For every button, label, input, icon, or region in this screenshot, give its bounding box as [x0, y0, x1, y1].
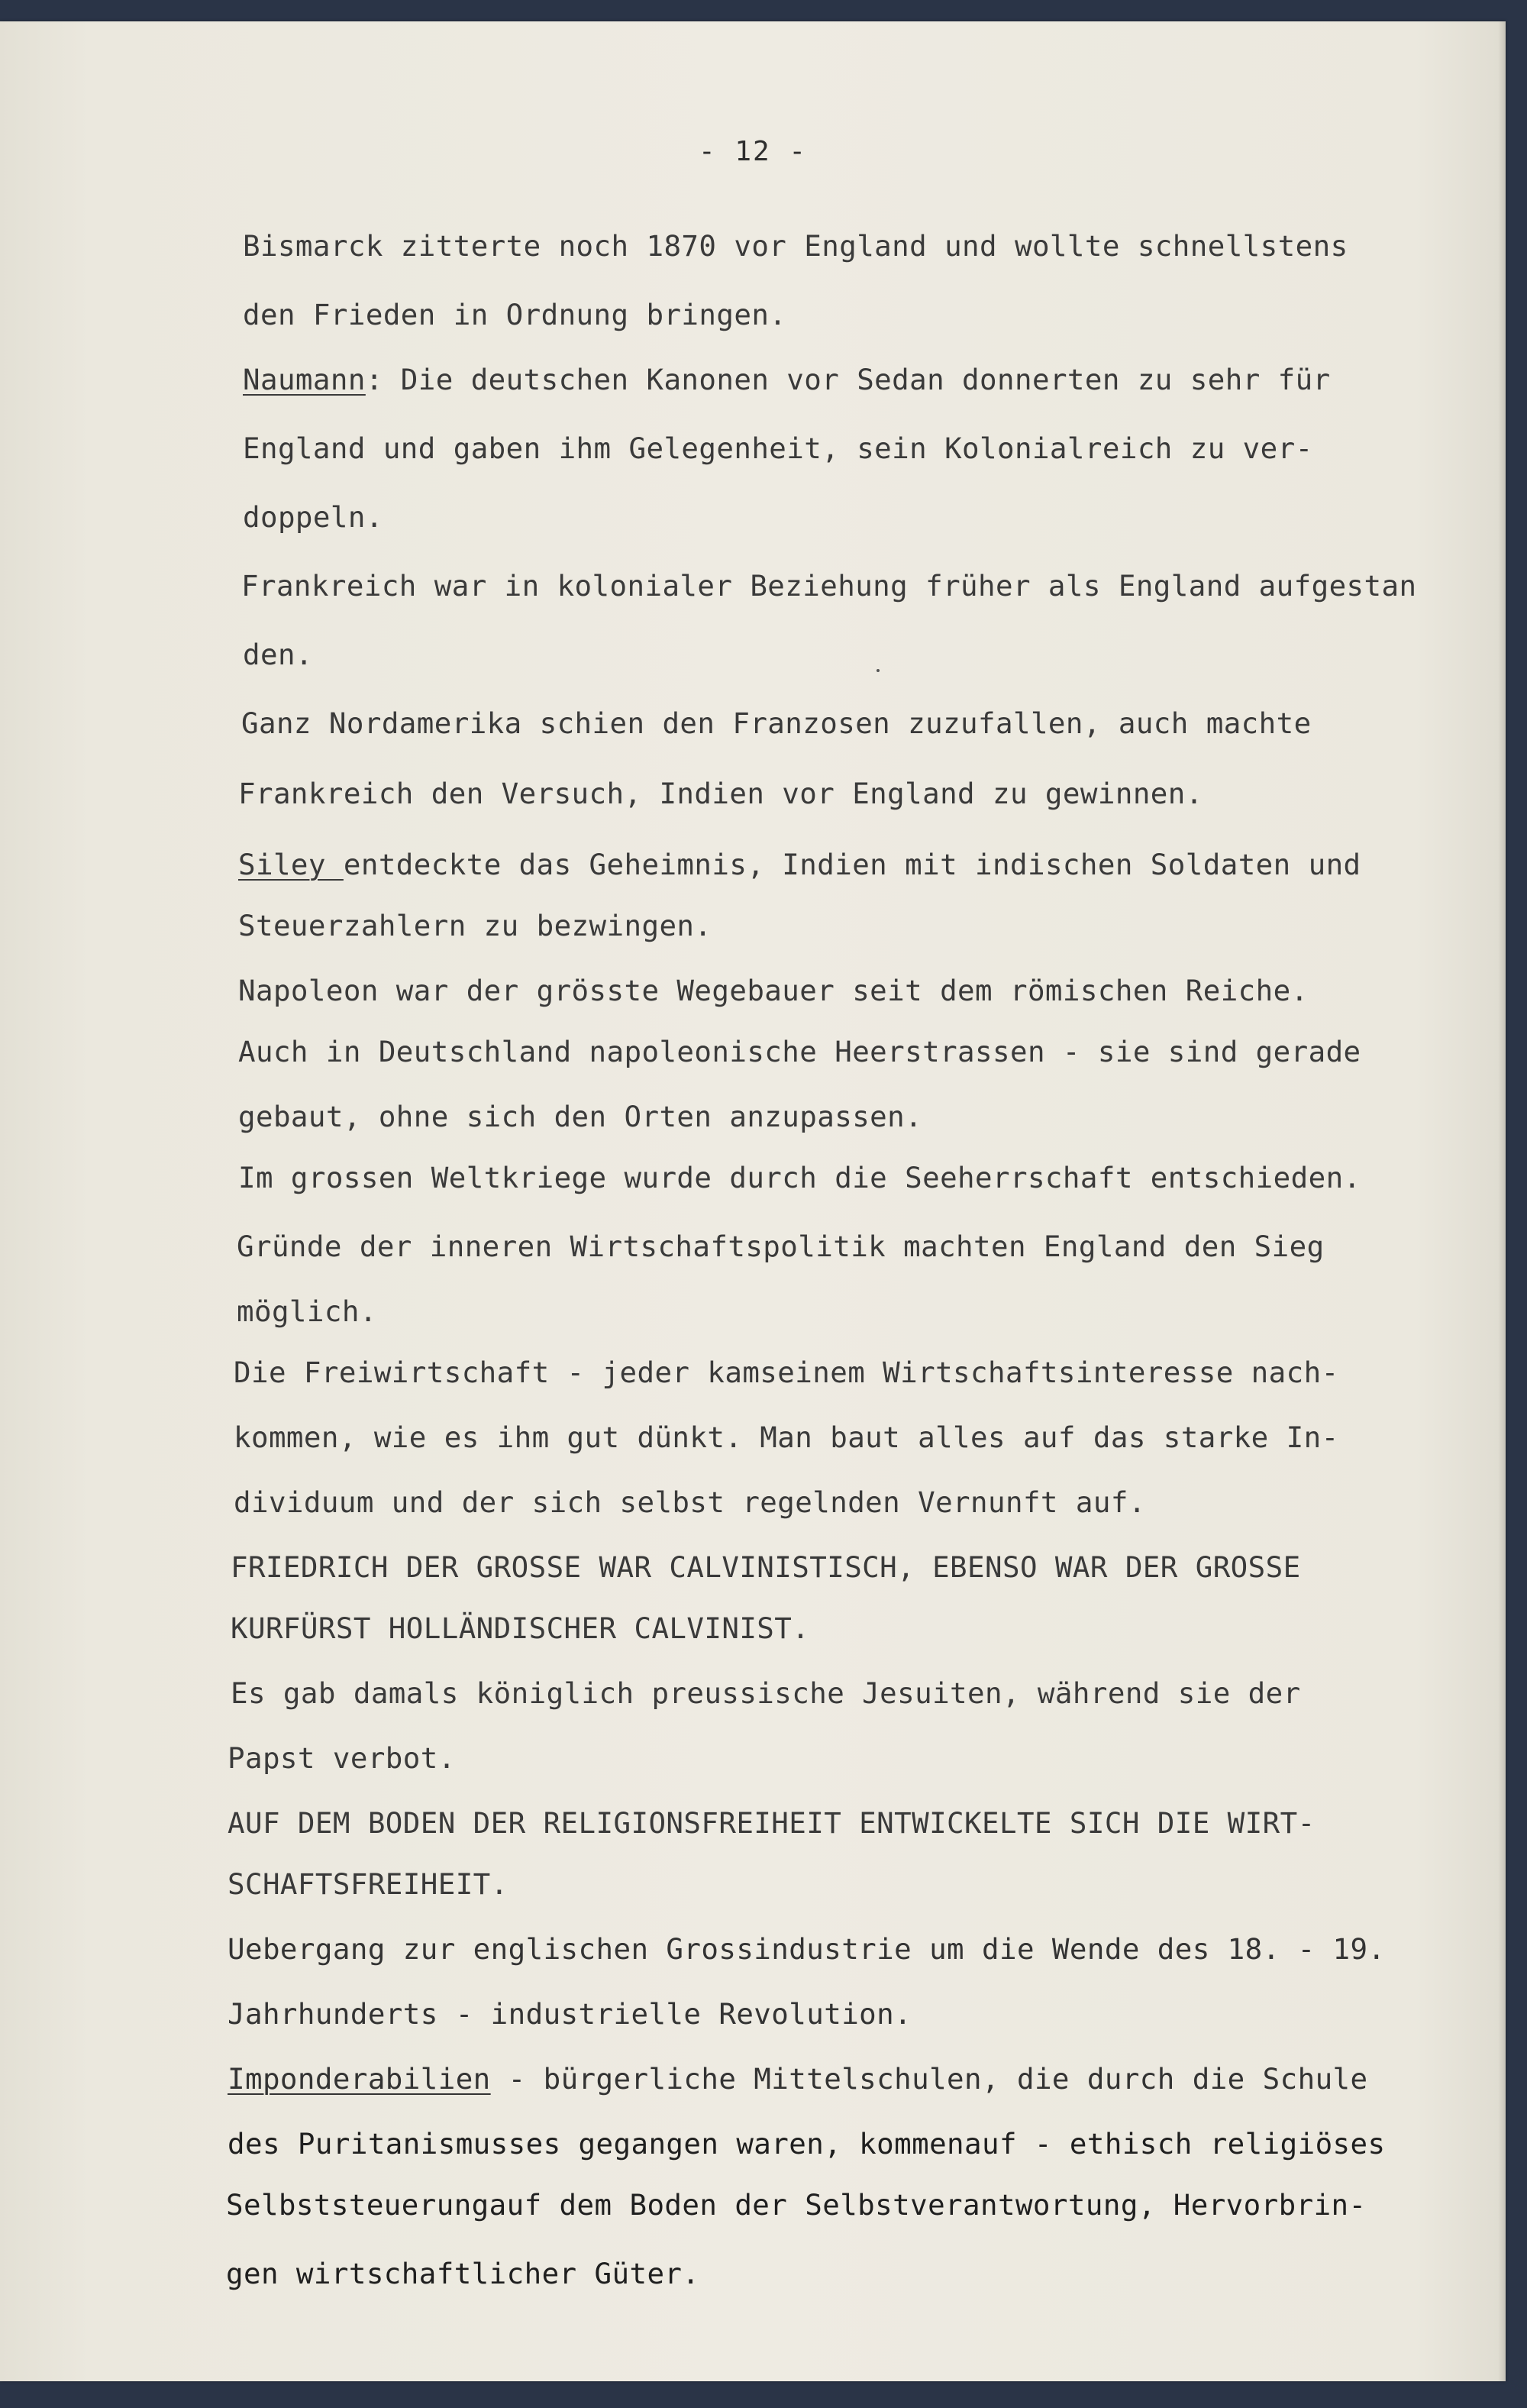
text-segment: den Frieden in Ordnung bringen. [243, 298, 787, 331]
text-segment: England und gaben ihm Gelegenheit, sein Kolonialreich zu ver- [243, 432, 1313, 465]
text-line [243, 638, 313, 671]
text-segment: entdeckte das Geheimnis, Indien mit indischen Soldaten und [343, 848, 1361, 881]
text-segment: kommen, wie es ihm gut dünkt. Man baut alles auf das starke In- [234, 1421, 1339, 1454]
text-line [228, 1867, 508, 1901]
text-line [228, 1806, 1316, 1840]
text-segment: - bürgerliche Mittelschulen, die durch die Schule [490, 2062, 1368, 2096]
text-segment: FRIEDRICH DER GROSSE WAR CALVINISTISCH, EBENSO WAR DER GROSSE [231, 1550, 1301, 1584]
text-line [234, 1356, 1339, 1389]
text-segment: möglich. [237, 1295, 377, 1328]
text-line [231, 1676, 1301, 1710]
text-line [241, 706, 1312, 740]
text-segment: Frankreich war in kolonialer Beziehung früher als England aufgestan [241, 569, 1417, 603]
text-line [237, 1230, 1325, 1263]
text-segment: Im grossen Weltkriege wurde durch die Seeherrschaft entschieden. [238, 1161, 1361, 1194]
text-segment: Auch in Deutschland napoleonische Heerstrassen - sie sind gerade [238, 1035, 1361, 1068]
text-segment: Frankreich den Versuch, Indien vor England zu gewinnen. [238, 777, 1203, 810]
text-line [238, 848, 1361, 881]
text-segment: Bismarck zitterte noch 1870 vor England und wollte schnellstens [243, 229, 1348, 263]
text-line [243, 229, 1348, 263]
text-segment: Ganz Nordamerika schien den Franzosen zuzufallen, auch machte [241, 706, 1312, 740]
text-segment: gen wirtschaftlicher Güter. [226, 2257, 700, 2290]
page-number: - 12 - [698, 136, 808, 167]
text-segment: dividuum und der sich selbst regelnden Vernunft auf. [234, 1485, 1146, 1519]
text-line [228, 1997, 912, 2031]
text-segment: den. [243, 638, 313, 671]
text-segment: KURFÜRST HOLLÄNDISCHER CALVINIST. [231, 1611, 810, 1645]
text-line [243, 363, 1331, 396]
text-segment: Es gab damals königlich preussische Jesuiten, während sie der [231, 1676, 1301, 1710]
text-line [243, 432, 1313, 465]
text-segment: Papst verbot. [228, 1741, 456, 1775]
text-line [238, 1161, 1361, 1194]
text-segment: des Puritanismusses gegangen waren, kommenauf - ethisch religiöses [228, 2127, 1386, 2161]
text-line [241, 569, 1416, 603]
text-segment: Jahrhunderts - industrielle Revolution. [228, 1997, 912, 2031]
paper-speck [876, 669, 880, 672]
text-line [238, 1100, 922, 1133]
text-segment: Selbststeuerungauf dem Boden der Selbstverantwortung, Hervorbrin- [226, 2188, 1367, 2222]
text-line [237, 1295, 377, 1328]
text-line [231, 1550, 1301, 1584]
text-segment: doppeln. [243, 500, 383, 534]
text-line [238, 777, 1203, 810]
text-line [234, 1421, 1339, 1454]
text-line [228, 1741, 456, 1775]
text-line [243, 500, 383, 534]
text-line [228, 1932, 1385, 1966]
typewritten-text-body [0, 21, 1506, 2381]
text-segment: SCHAFTSFREIHEIT. [228, 1867, 508, 1901]
text-line [226, 2257, 699, 2290]
text-line [238, 1035, 1361, 1068]
text-segment: : Die deutschen Kanonen vor Sedan donnerten zu sehr für [365, 363, 1331, 396]
underlined-term: Naumann [243, 363, 366, 396]
text-segment: Gründe der inneren Wirtschaftspolitik machten England den Sieg [237, 1230, 1325, 1263]
text-segment: Uebergang zur englischen Grossindustrie um die Wende des 18. - 19. [228, 1932, 1386, 1966]
underlined-term: Imponderabilien [228, 2062, 491, 2096]
text-line [228, 2127, 1385, 2161]
text-line [228, 2062, 1368, 2096]
text-segment: Steuerzahlern zu bezwingen. [238, 909, 712, 942]
text-segment: AUF DEM BODEN DER RELIGIONSFREIHEIT ENTWICKELTE SICH DIE WIRT- [228, 1806, 1316, 1840]
underlined-term: Siley [238, 848, 344, 881]
text-segment: Die Freiwirtschaft - jeder kamseinem Wirtschaftsinteresse nach- [234, 1356, 1339, 1389]
document-page [0, 21, 1506, 2381]
text-line [234, 1485, 1146, 1519]
text-line [231, 1611, 809, 1645]
text-line [238, 909, 712, 942]
text-line [238, 974, 1309, 1007]
text-segment: Napoleon war der grösste Wegebauer seit dem römischen Reiche. [238, 974, 1309, 1007]
text-line [226, 2188, 1367, 2222]
text-line [243, 298, 786, 331]
text-segment: gebaut, ohne sich den Orten anzupassen. [238, 1100, 923, 1133]
